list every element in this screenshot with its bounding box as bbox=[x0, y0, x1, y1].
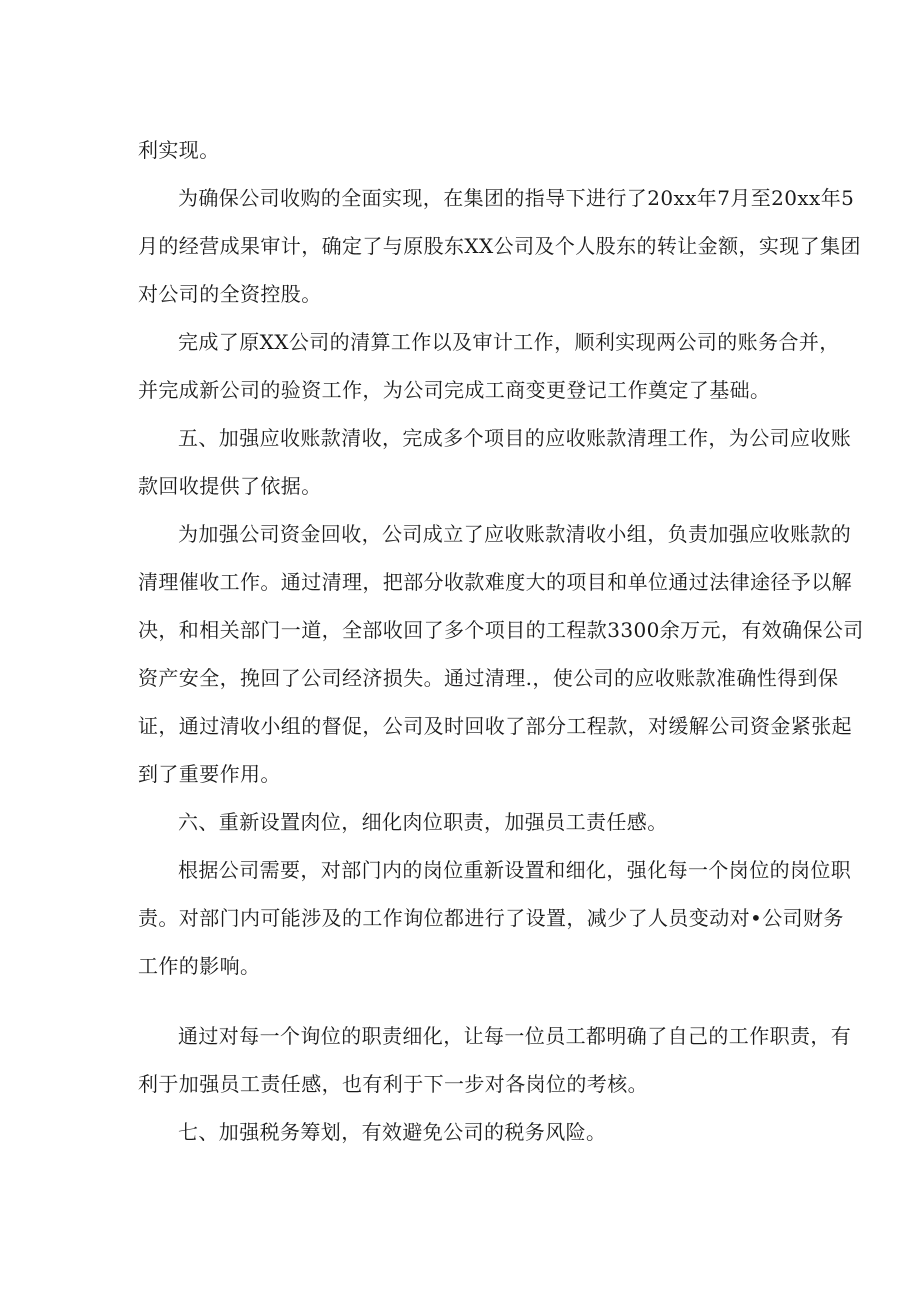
text-line: 月的经营成果审计，确定了与原股东XX公司及个人股东的转让金额，实现了集团 bbox=[138, 234, 861, 258]
section-heading: 五、加强应收账款清收，完成多个项目的应收账款清理工作，为公司应收账 bbox=[178, 426, 852, 450]
text-line: 款回收提供了依据。 bbox=[138, 474, 322, 498]
text-line: 完成了原XX公司的清算工作以及审计工作，顺利实现两公司的账务合并， bbox=[178, 330, 840, 354]
text-line: 决，和相关部门一道，全部收回了多个项目的工程款3300余万元，有效确保公司 bbox=[138, 618, 864, 642]
text-line: 利实现。 bbox=[138, 138, 220, 162]
section-heading: 七、加强税务筹划，有效避免公司的税务风险。 bbox=[178, 1120, 607, 1144]
text-line: 证，通过清收小组的督促，公司及时回收了部分工程款，对缓解公司资金紧张起 bbox=[138, 714, 852, 738]
section-heading: 六、重新设置肉位，细化肉位职责，加强员工责任感。 bbox=[178, 810, 668, 834]
text-line: 清理催收工作。通过清理，把部分收款难度大的项目和单位通过法律途径予以解 bbox=[138, 570, 852, 594]
text-line: 工作的影响。 bbox=[138, 954, 261, 978]
text-line: 通过对每一个询位的职责细化，让每一位员工都明确了自己的工作职责，有 bbox=[178, 1024, 852, 1048]
text-line: 责。对部门内可能涉及的工作询位都进行了设置，减少了人员变动对•公司财务 bbox=[138, 906, 844, 930]
text-line: 资产安全，挽回了公司经济损失。通过清理.，使公司的应收账款准确性得到保 bbox=[138, 666, 839, 690]
text-line: 并完成新公司的验资工作，为公司完成工商变更登记工作奠定了基础。 bbox=[138, 378, 771, 402]
text-line: 利于加强员工责任感，也有利于下一步对各岗位的考核。 bbox=[138, 1072, 648, 1096]
text-line: 到了重要作用。 bbox=[138, 762, 281, 786]
text-line: 为确保公司收购的全面实现，在集团的指导下进行了20xx年7月至20xx年5 bbox=[178, 186, 855, 210]
text-line: 对公司的全资控股。 bbox=[138, 282, 322, 306]
text-line: 为加强公司资金回收，公司成立了应收账款清收小组，负责加强应收账款的 bbox=[178, 522, 852, 546]
text-line: 根据公司需要，对部门内的岗位重新设置和细化，强化每一个岗位的岗位职 bbox=[178, 858, 852, 882]
